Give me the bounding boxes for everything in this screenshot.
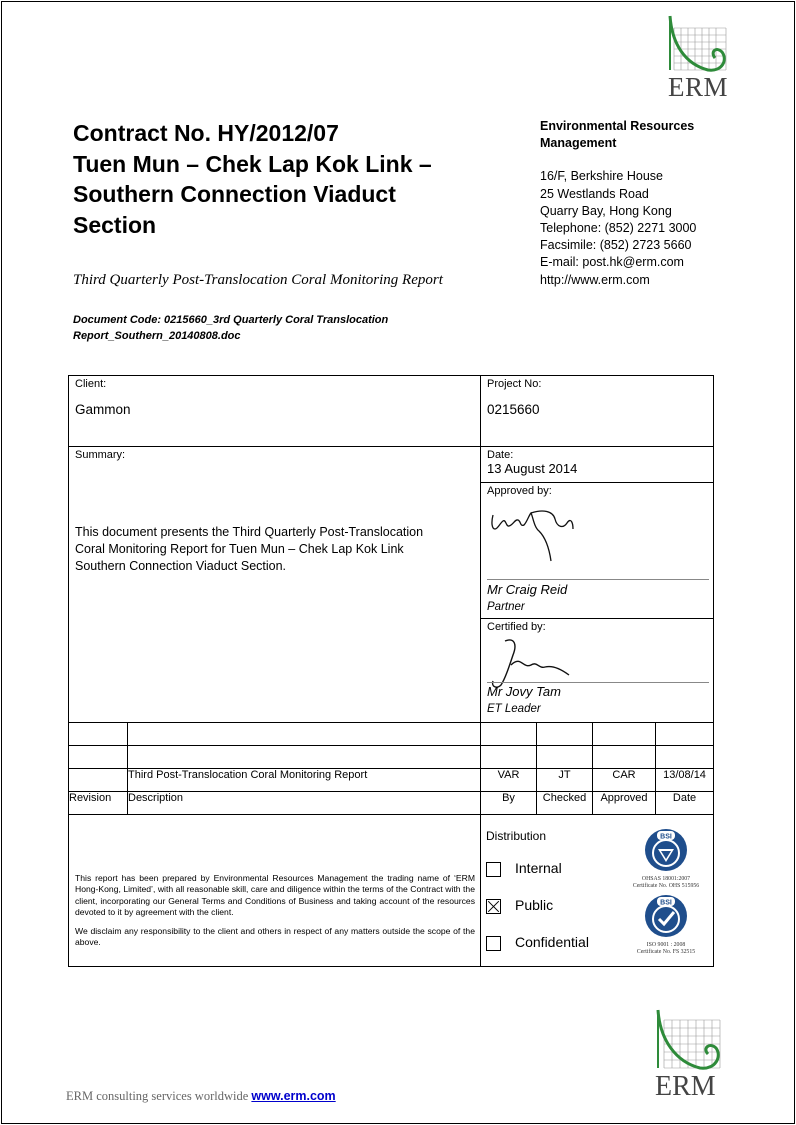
cert-caption	[621, 942, 711, 956]
cert-line: OHSAS 18001:2007	[641, 876, 691, 882]
revision-empty-row	[69, 723, 714, 746]
cert-line: Certificate No. OHS 515956	[632, 883, 700, 889]
revision-description: Third Post-Translocation Coral Monitoring Report	[128, 769, 481, 792]
description-header: Description	[128, 792, 481, 815]
approved-block	[481, 483, 713, 619]
client-value: Gammon	[75, 402, 131, 417]
bsi-badge-icon	[643, 893, 689, 939]
approver-title: Partner	[487, 601, 525, 613]
checked-header: Checked	[537, 792, 593, 815]
revision-date: 13/08/14	[656, 769, 714, 792]
certifier-name: Mr Jovy Tam	[487, 684, 561, 699]
summary-text	[69, 524, 429, 575]
revision-by: VAR	[481, 769, 537, 792]
org-name-line: Management	[540, 136, 617, 151]
distribution-option-public[interactable]	[486, 897, 553, 914]
organization-block	[540, 118, 696, 289]
summary-line: This document presents the Third Quarterly Post-Translocation	[75, 525, 424, 539]
distribution-option-label: Internal	[515, 860, 562, 876]
date-block	[481, 447, 713, 483]
revision-approved: CAR	[593, 769, 656, 792]
footer	[66, 1089, 336, 1104]
bsi-badge-text: BSI	[660, 899, 672, 907]
distribution-option-label: Public	[515, 897, 554, 913]
approver-signature	[487, 503, 582, 571]
checkbox-checked[interactable]	[486, 899, 501, 914]
org-address-line: Quarry Bay, Hong Kong	[540, 203, 672, 218]
project-no-cell	[481, 376, 714, 447]
revision-row	[69, 769, 714, 792]
org-address-line: 16/F, Berkshire House	[540, 169, 663, 184]
distribution-cell	[481, 815, 714, 967]
erm-logo-icon	[650, 1008, 726, 1074]
bsi-badge-icon	[643, 827, 689, 873]
footer-website-link[interactable]: www.erm.com	[251, 1089, 336, 1103]
checkbox-unchecked[interactable]	[486, 862, 501, 877]
org-website[interactable]: http://www.erm.com	[540, 272, 650, 287]
bsi-ohsas-certification	[621, 827, 711, 890]
approved-header: Approved	[593, 792, 656, 815]
certified-by-label: Certified by:	[487, 621, 546, 633]
footer-text: ERM consulting services worldwide	[66, 1089, 252, 1103]
distribution-option-internal[interactable]	[486, 860, 562, 877]
distribution-option-label: Confidential	[515, 934, 589, 950]
disclaimer-paragraph: This report has been prepared by Environmental Resources Management the trading name of ‘ERM Hong-Kong, Limited’, with all reasonable skill, care and diligence within the terms of the Contract with the client, incorporating our General Terms and Conditions of Business and taking account of the resources devoted to it by agreement with the client.	[75, 873, 475, 917]
disclaimer	[75, 873, 475, 949]
by-header: By	[481, 792, 537, 815]
bsi-iso-certification	[621, 893, 711, 956]
client-cell	[69, 376, 481, 447]
erm-logo-top	[660, 14, 732, 100]
project-no-value: 0215660	[487, 402, 540, 417]
disclaimer-paragraph: We disclaim any responsibility to the client and others in respect of any matters outside the scope of the above.	[75, 926, 475, 948]
report-subtitle: Third Quarterly Post-Translocation Coral Monitoring Report	[73, 272, 443, 288]
approval-cell	[481, 447, 714, 723]
date-label: Date:	[487, 449, 514, 461]
client-label: Client:	[75, 378, 107, 390]
erm-logo-text: ERM	[655, 1071, 716, 1102]
document-code-line: Document Code: 0215660_3rd Quarterly Coral Translocation	[73, 314, 389, 326]
distribution-option-confidential[interactable]	[486, 934, 589, 951]
title-line: Contract No. HY/2012/07	[73, 120, 339, 146]
disclaimer-cell	[69, 815, 481, 967]
document-code	[73, 313, 493, 344]
org-email[interactable]: E-mail: post.hk@erm.com	[540, 255, 684, 270]
distribution-label: Distribution	[486, 829, 547, 843]
checkbox-unchecked[interactable]	[486, 936, 501, 951]
revision-number	[69, 769, 128, 792]
date-header: Date	[656, 792, 714, 815]
title-line: Southern Connection Viaduct	[73, 181, 396, 207]
summary-line: Southern Connection Viaduct Section.	[75, 559, 287, 573]
org-facsimile: Facsimile: (852) 2723 5660	[540, 238, 692, 253]
summary-label: Summary:	[75, 449, 126, 461]
date-value: 13 August 2014	[487, 461, 578, 476]
cert-line: Certificate No. FS 32515	[636, 949, 696, 955]
project-no-label: Project No:	[487, 378, 542, 390]
certified-block	[481, 619, 713, 722]
erm-logo-bottom	[650, 1008, 726, 1104]
document-info-table	[68, 375, 714, 967]
revision-header-row	[69, 792, 714, 815]
summary-cell	[69, 447, 481, 723]
title-line: Tuen Mun – Chek Lap Kok Link –	[73, 150, 432, 177]
revision-checked: JT	[537, 769, 593, 792]
cert-caption	[621, 876, 711, 890]
revision-empty-row	[69, 746, 714, 769]
approved-by-label: Approved by:	[487, 485, 552, 497]
report-title	[73, 118, 493, 240]
org-address-line: 25 Westlands Road	[540, 186, 649, 201]
revision-header: Revision	[69, 792, 128, 815]
bsi-badge-text: BSI	[660, 833, 672, 841]
certifier-title: ET Leader	[487, 703, 541, 715]
approver-name: Mr Craig Reid	[487, 582, 568, 597]
org-telephone: Telephone: (852) 2271 3000	[540, 221, 697, 236]
cert-line: ISO 9001 : 2008	[646, 942, 686, 948]
title-line: Section	[73, 211, 157, 238]
document-code-line: Report_Southern_20140808.doc	[73, 329, 241, 342]
erm-logo-text: ERM	[668, 72, 729, 102]
summary-line: Coral Monitoring Report for Tuen Mun – Chek Lap Kok Link	[75, 542, 404, 556]
org-name-line: Environmental Resources	[540, 119, 695, 133]
